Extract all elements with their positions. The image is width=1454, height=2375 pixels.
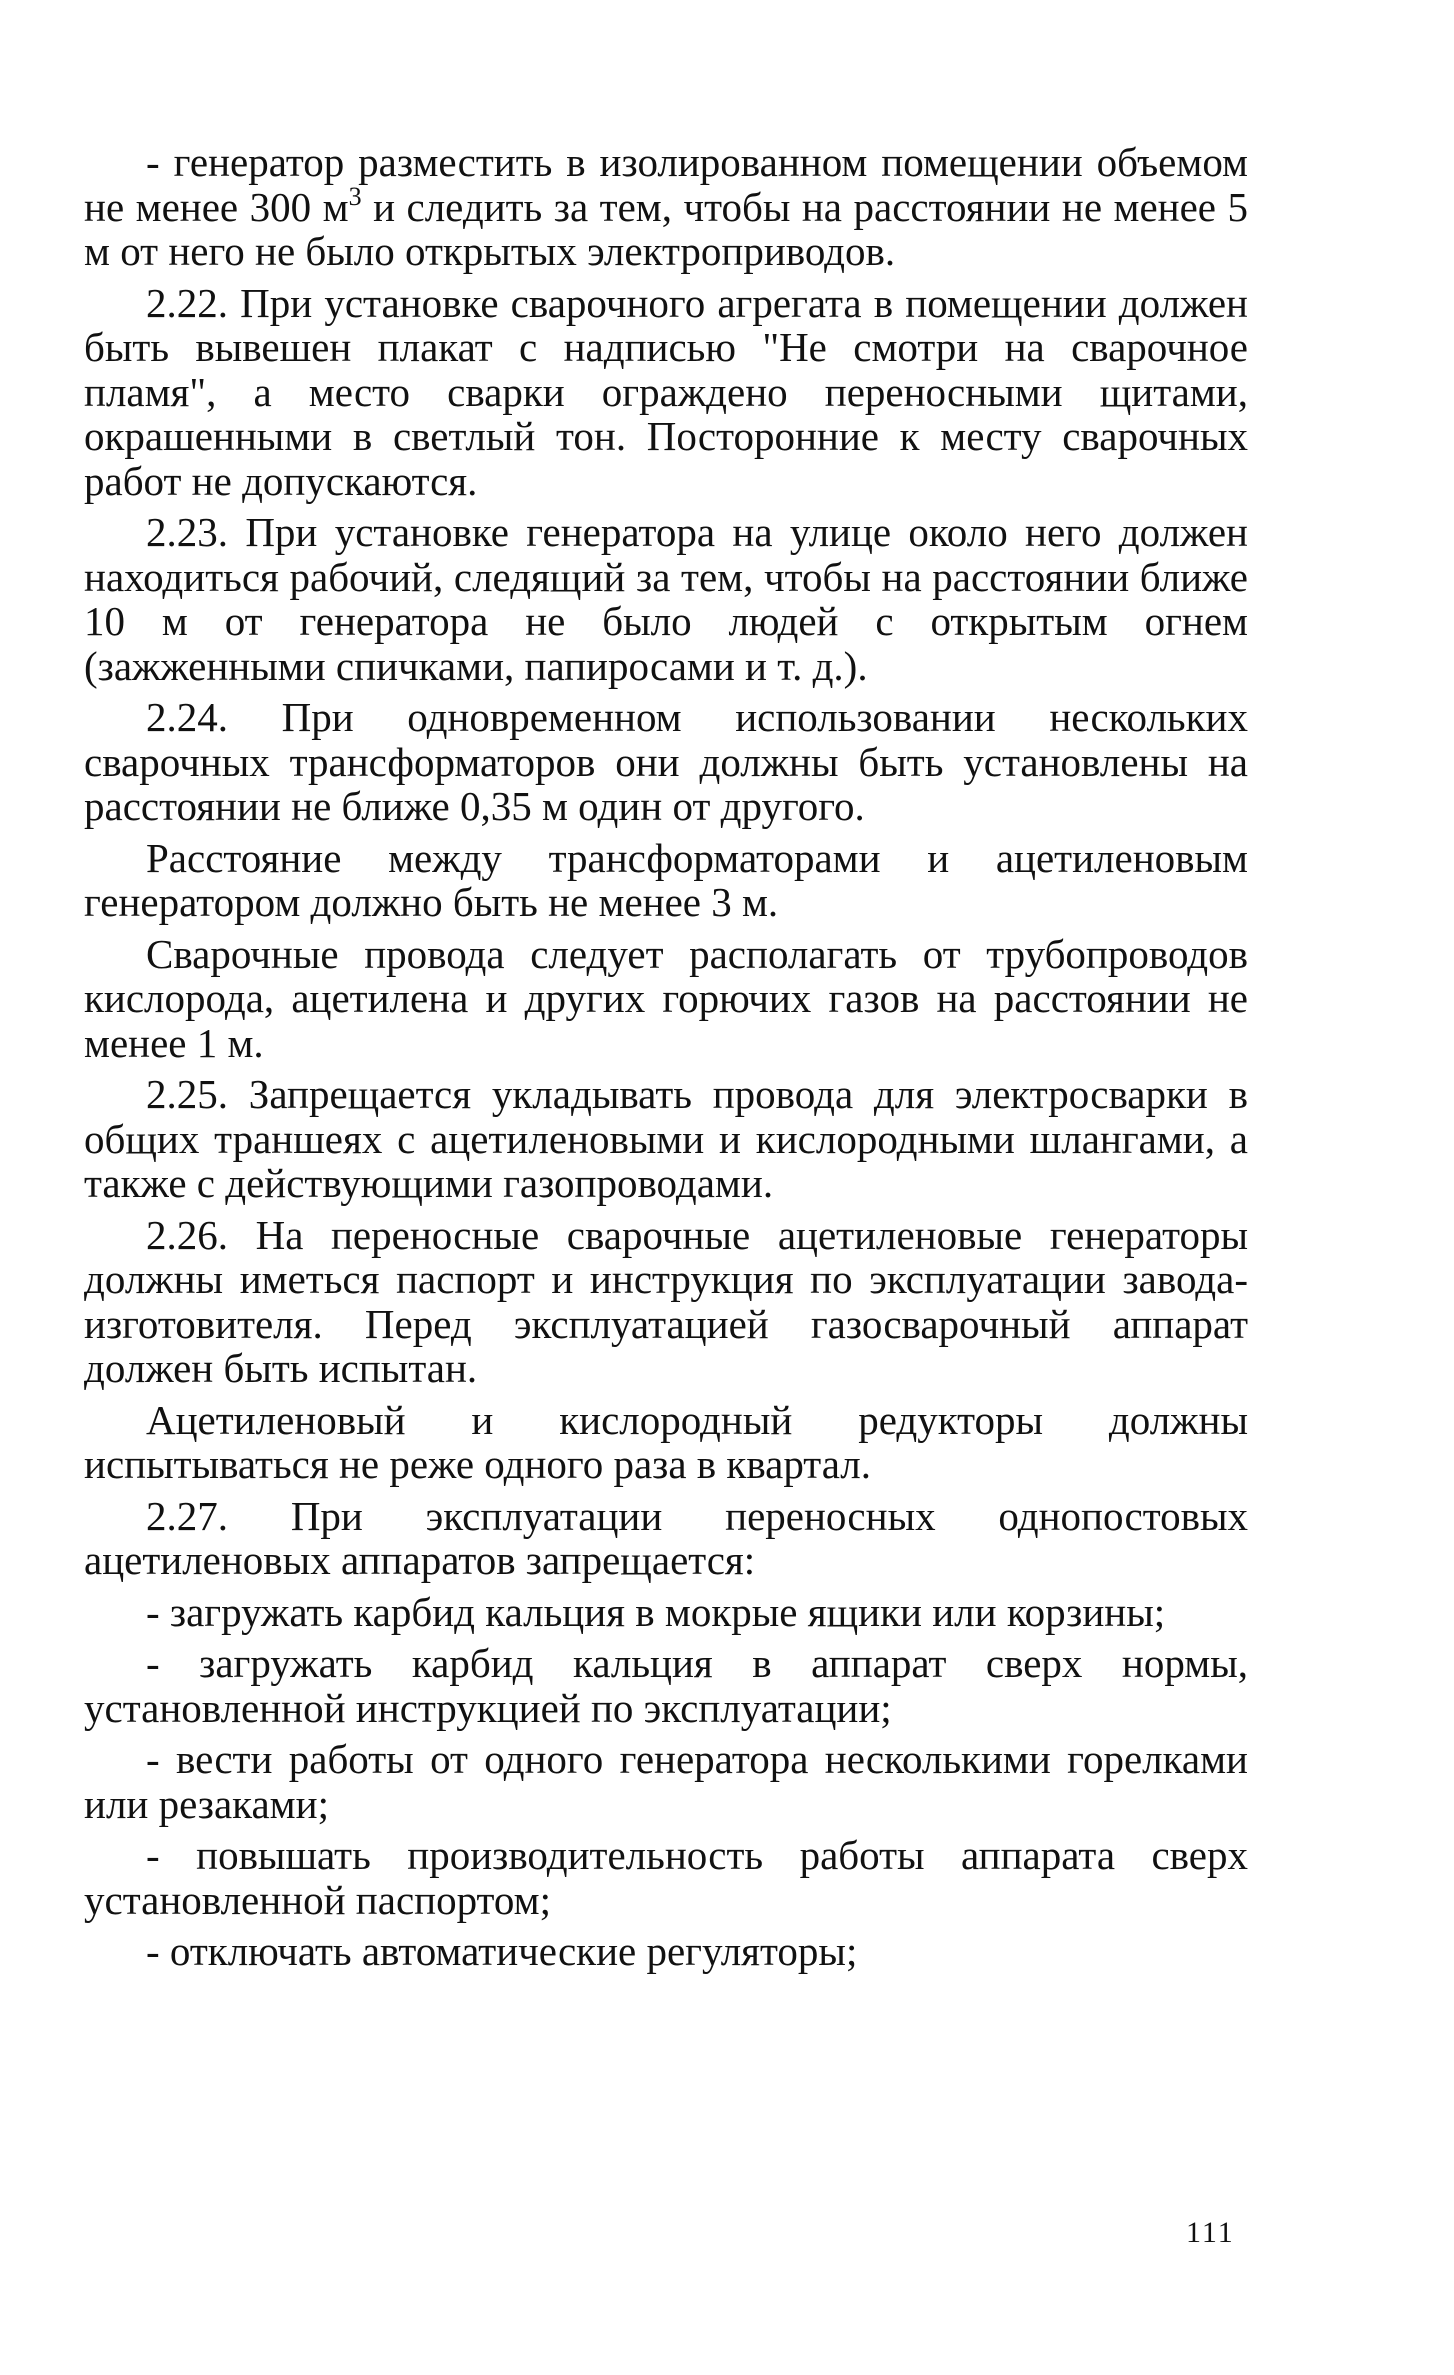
paragraph-reducers: Ацетиленовый и кислородный редукторы должны испытываться не реже одного раза в квартал. bbox=[84, 1396, 1248, 1487]
paragraph-2-23: 2.23. При установке генератора на улице около него должен находиться рабочий, следящий за тем, чтобы на расстоянии ближе 10 м от генератора не было людей с открытым огнем (зажженными спичками, папиросами и т. д.). bbox=[84, 509, 1248, 689]
page-body bbox=[84, 140, 1248, 1981]
list-item: - загружать карбид кальция в аппарат сверх нормы, установленной инструкцией по эксплуатации; bbox=[84, 1640, 1248, 1731]
paragraph-2-24: 2.24. При одновременном использовании нескольких сварочных трансформаторов они должны быть установлены на расстоянии не ближе 0,35 м один от другого. bbox=[84, 694, 1248, 829]
list-item: - повышать производительность работы аппарата сверх установленной паспортом; bbox=[84, 1832, 1248, 1923]
superscript-cubic: 3 bbox=[348, 181, 362, 211]
page-number: 111 bbox=[1186, 2216, 1235, 2249]
paragraph-generator-room bbox=[84, 140, 1248, 274]
paragraph-2-25: 2.25. Запрещается укладывать провода для электросварки в общих траншеях с ацетиленовыми и кислородными шлангами, а также с действующими газопроводами. bbox=[84, 1071, 1248, 1206]
paragraph-2-22: 2.22. При установке сварочного агрегата в помещении должен быть вывешен плакат с надписью "Не смотри на сварочное пламя", а место сварки ограждено переносными щитами, окрашенными в светлый тон. Посторонние к месту сварочных работ не допускаются. bbox=[84, 279, 1248, 504]
paragraph-2-26: 2.26. На переносные сварочные ацетиленовые генераторы должны иметься паспорт и инструкция по эксплуатации завода-изготовителя. Перед эксплуатацией газосварочный аппарат должен быть испытан. bbox=[84, 1211, 1248, 1391]
paragraph-2-27: 2.27. При эксплуатации переносных однопостовых ацетиленовых аппаратов запрещается: bbox=[84, 1492, 1248, 1583]
list-item: - вести работы от одного генератора несколькими горелками или резаками; bbox=[84, 1736, 1248, 1827]
paragraph-transformer-distance: Расстояние между трансформаторами и ацетиленовым генератором должно быть не менее 3 м. bbox=[84, 834, 1248, 925]
list-item: - загружать карбид кальция в мокрые ящики или корзины; bbox=[146, 1588, 1166, 1635]
paragraph-text: - генератор разместить в изолированном помещении объемом не менее 300 м bbox=[84, 139, 1248, 230]
list-item: - отключать автоматические регуляторы; bbox=[146, 1928, 858, 1974]
paragraph-welding-wires: Сварочные провода следует располагать от трубопроводов кислорода, ацетилена и других горючих газов на расстоянии не менее 1 м. bbox=[84, 930, 1248, 1066]
paragraph-text: и следить за тем, чтобы на расстоянии не менее 5 м от него не было открытых электроприводов. bbox=[84, 183, 1248, 274]
